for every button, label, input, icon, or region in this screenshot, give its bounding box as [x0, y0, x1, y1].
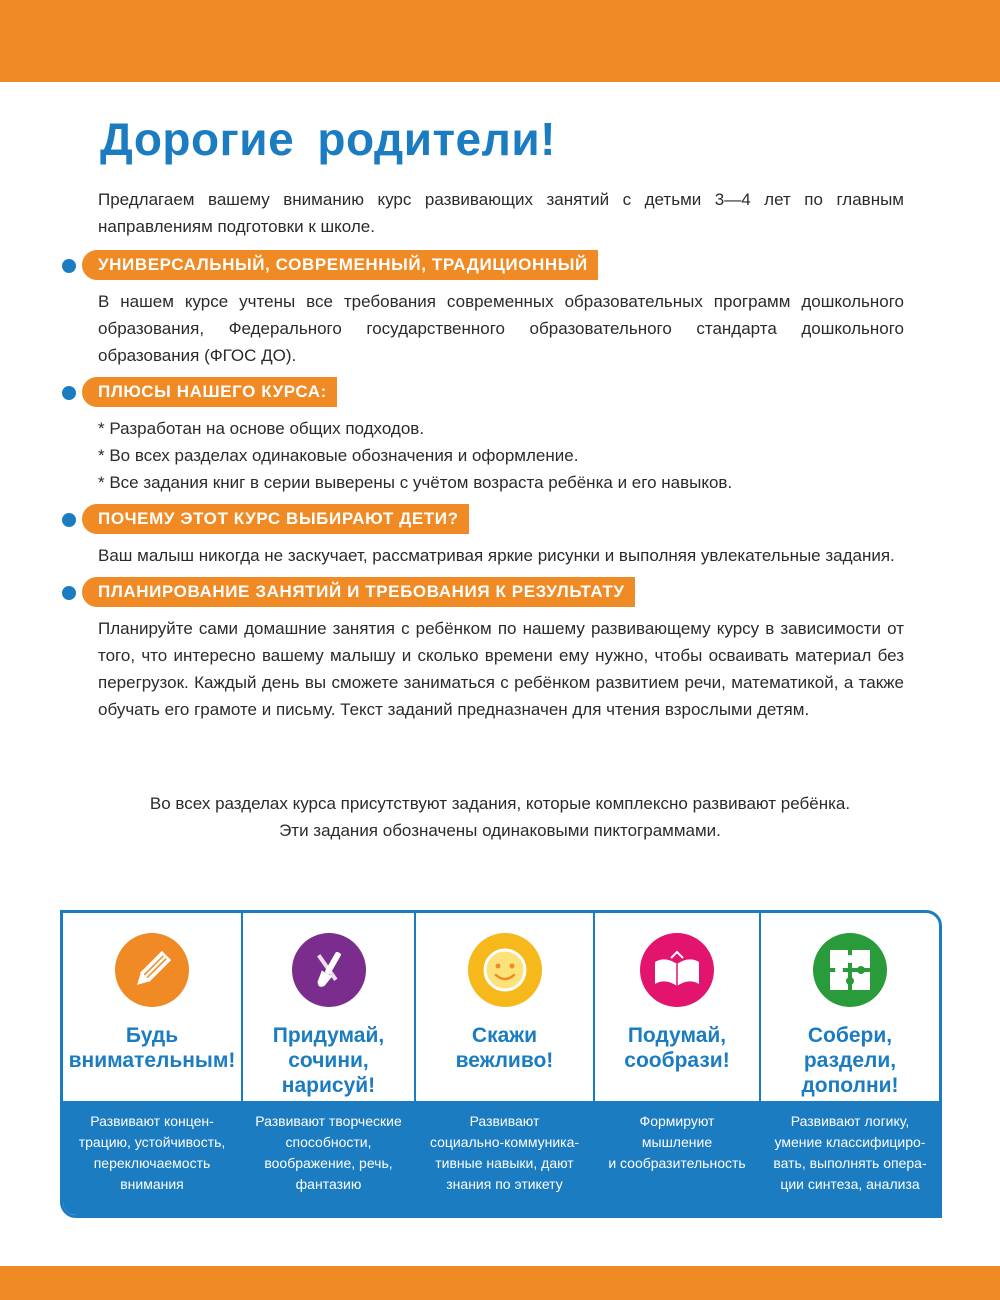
pictogram-title: Придумай, сочини, нарисуй!: [272, 1024, 385, 1097]
section-universal: [98, 250, 904, 369]
pencil-icon: [115, 933, 189, 1007]
pictogram-description: Развивают концен- трацию, устойчивость, переключаемость внимания: [63, 1101, 241, 1215]
pictogram-description: Развивают творческие способности, воображение, речь, фантазию: [243, 1101, 414, 1215]
section-heading: УНИВЕРСАЛЬНЫЙ, СОВРЕМЕННЫЙ, ТРАДИЦИОННЫЙ: [82, 250, 598, 280]
section-why-kids: [98, 504, 904, 569]
pictogram-title: Скажи вежливо!: [455, 1024, 554, 1072]
section-heading: ПЛЮСЫ НАШЕГО КУРСА:: [82, 377, 337, 407]
section-heading: ПЛАНИРОВАНИЕ ЗАНЯТИЙ И ТРЕБОВАНИЯ К РЕЗУЛЬТАТУ: [82, 577, 635, 607]
list-item: * Все задания книг в серии выверены с учётом возраста ребёнка и его навыков.: [98, 473, 733, 492]
pictogram-description: Развивают социально-коммуника- тивные навыки, дают знания по этикету: [416, 1101, 593, 1215]
intro-text: Предлагаем вашему вниманию курс развивающих занятий с детьми 3—4 лет по главным направлениям подготовки к школе.: [98, 190, 904, 236]
main-content: [98, 186, 904, 723]
note-line: Во всех разделах курса присутствуют задания, которые комплексно развивают ребёнка.: [149, 794, 851, 813]
section-advantages: [98, 377, 904, 496]
pictogram-description: Формируют мышление и сообразительность: [595, 1101, 759, 1215]
sun-icon: [468, 933, 542, 1007]
brush-icon: [292, 933, 366, 1007]
pictogram-panel: [60, 910, 942, 1218]
pictogram-title: Собери, раздели, дополни!: [801, 1024, 899, 1097]
pictogram-polite: [416, 913, 595, 1215]
pictogram-creative: [243, 913, 416, 1215]
top-orange-bar: [0, 0, 1000, 82]
section-planning: [98, 577, 904, 723]
section-text: Ваш малыш никогда не заскучает, рассматривая яркие рисунки и выполняя увлекательные задания.: [98, 546, 895, 565]
bullet-dot: [62, 386, 76, 400]
bullet-dot: [62, 586, 76, 600]
list-item: * Разработан на основе общих подходов.: [98, 419, 425, 438]
pictogram-title: Подумай, сообрази!: [624, 1024, 730, 1072]
bullet-dot: [62, 259, 76, 273]
pictogram-note: [0, 790, 1000, 844]
pictogram-logic: [761, 913, 939, 1215]
note-line: Эти задания обозначены одинаковыми пиктограммами.: [279, 821, 721, 840]
section-text: В нашем курсе учтены все требования современных образовательных программ дошкольного образования, Федерального государственного образовательного стандарта дошкольного образования (ФГОС ДО).: [98, 292, 904, 365]
page-title: Дорогие родители!: [100, 113, 556, 165]
pictogram-description: Развивают логику, умение классифициро- вать, выполнять опера- ции синтеза, анализа: [761, 1101, 939, 1215]
pictogram-think: [595, 913, 761, 1215]
pictogram-attentive: [63, 913, 243, 1215]
pictogram-title: Будь внимательным!: [68, 1024, 236, 1072]
book-icon: [640, 933, 714, 1007]
bullet-dot: [62, 513, 76, 527]
section-heading: ПОЧЕМУ ЭТОТ КУРС ВЫБИРАЮТ ДЕТИ?: [82, 504, 469, 534]
bottom-orange-bar: [0, 1266, 1000, 1300]
list-item: * Во всех разделах одинаковые обозначения и оформление.: [98, 446, 579, 465]
section-text: Планируйте сами домашние занятия с ребёнком по нашему развивающему курсу в зависимости от того, что интересно вашему малышу и сколько времени ему нужно, чтобы осваивать материал без перегрузок. Каждый день вы сможете заниматься с ребёнком развитием речи, математикой, а также обучать его грамоте и письму. Текст заданий предназначен для чтения взрослыми детям.: [98, 619, 904, 719]
puzzle-icon: [813, 933, 887, 1007]
